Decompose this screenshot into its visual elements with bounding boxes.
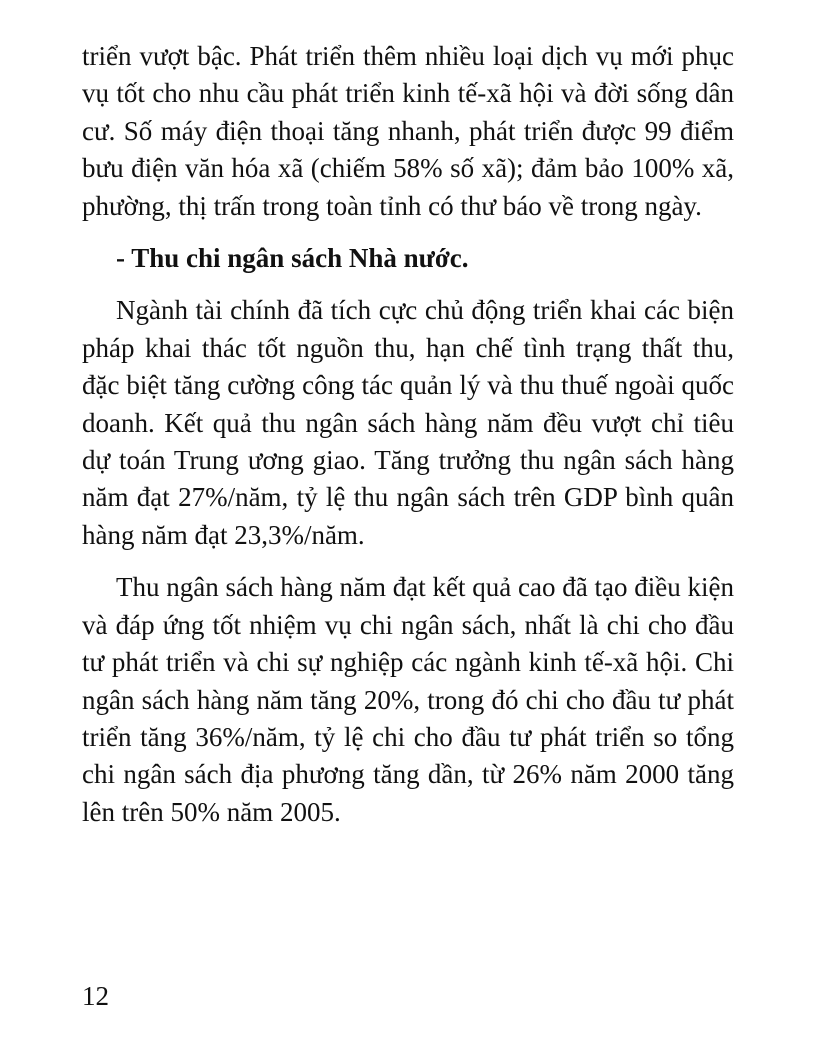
page-number: 12 (82, 981, 109, 1011)
paragraph-budget-revenue: Ngành tài chính đã tích cực chủ động triển khai các biện pháp khai thác tốt nguồn thu, hạn chế tình trạng thất thu, đặc biệt tăng cường công tác quản lý và thu thuế ngoài quốc doanh. Kết quả thu ngân sách hàng năm đều vượt chỉ tiêu dự toán Trung ương giao. Tăng trưởng thu ngân sách hàng năm đạt 27%/năm, tỷ lệ thu ngân sách trên GDP bình quân hàng năm đạt 23,3%/năm. (82, 295, 734, 550)
paragraph-budget-expenditure: Thu ngân sách hàng năm đạt kết quả cao đã tạo điều kiện và đáp ứng tốt nhiệm vụ chi ngân sách, nhất là chi cho đầu tư phát triển và chi sự nghiệp các ngành kinh tế-xã hội. Chi ngân sách hàng năm tăng 20%, trong đó chi cho đầu tư phát triển tăng 36%/năm, tỷ lệ chi cho đầu tư phát triển so tổng chi ngân sách địa phương tăng dần, từ 26% năm 2000 tăng lên trên 50% năm 2005. (82, 572, 734, 827)
page-body (82, 38, 734, 846)
paragraph-telecom-development: triển vượt bậc. Phát triển thêm nhiều loại dịch vụ mới phục vụ tốt cho nhu cầu phát triển kinh tế-xã hội và đời sống dân cư. Số máy điện thoại tăng nhanh, phát triển được 99 điểm bưu điện văn hóa xã (chiếm 58% số xã); đảm bảo 100% xã, phường, thị trấn trong toàn tỉnh có thư báo về trong ngày. (82, 41, 734, 221)
section-heading-budget: - Thu chi ngân sách Nhà nước. (116, 243, 469, 274)
